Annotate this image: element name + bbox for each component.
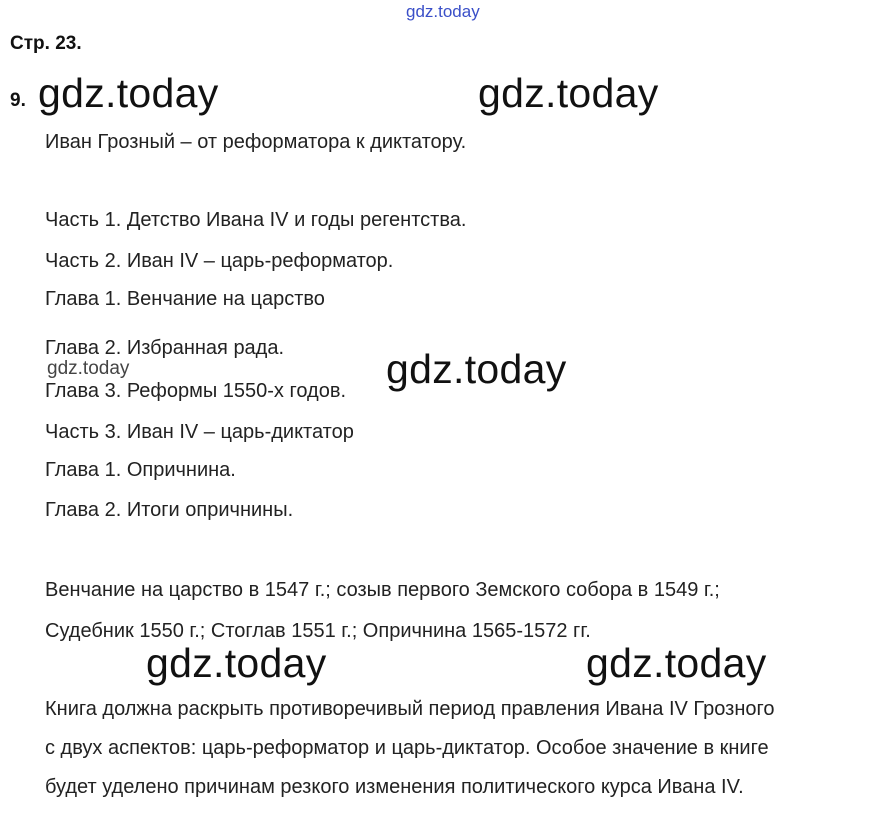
- watermark-1: gdz.today: [38, 70, 219, 116]
- task-number: 9.: [10, 90, 26, 111]
- answer-title: Иван Грозный – от реформатора к диктатору.: [45, 131, 467, 153]
- watermark-small: gdz.today: [47, 358, 130, 379]
- watermark-3: gdz.today: [386, 346, 567, 392]
- page-reference: Стр. 23.: [10, 33, 82, 54]
- outline-line: Глава 2. Итоги опричнины.: [45, 499, 294, 521]
- dates-line: Судебник 1550 г.; Стоглав 1551 г.; Опричнина 1565-1572 гг.: [45, 620, 591, 642]
- outline-line: Часть 1. Детство Ивана IV и годы регентства.: [45, 209, 467, 231]
- watermark-top: gdz.today: [406, 2, 480, 21]
- watermark-2: gdz.today: [478, 70, 659, 116]
- outline-line: Глава 2. Избранная рада.: [45, 337, 285, 359]
- summary-line: будет уделено причинам резкого изменения политического курса Ивана IV.: [45, 776, 744, 798]
- summary-line: с двух аспектов: царь-реформатор и царь-диктатор. Особое значение в книге: [45, 737, 769, 759]
- outline-line: Часть 2. Иван IV – царь-реформатор.: [45, 250, 394, 272]
- summary-line: Книга должна раскрыть противоречивый период правления Ивана IV Грозного: [45, 698, 775, 720]
- dates-line: Венчание на царство в 1547 г.; созыв первого Земского собора в 1549 г.;: [45, 579, 720, 601]
- watermark-5: gdz.today: [586, 640, 767, 686]
- outline-line: Часть 3. Иван IV – царь-диктатор: [45, 421, 354, 443]
- watermark-4: gdz.today: [146, 640, 327, 686]
- outline-line: Глава 1. Опричнина.: [45, 459, 236, 481]
- outline-line: Глава 3. Реформы 1550-х годов.: [45, 380, 347, 402]
- outline-line: Глава 1. Венчание на царство: [45, 288, 325, 310]
